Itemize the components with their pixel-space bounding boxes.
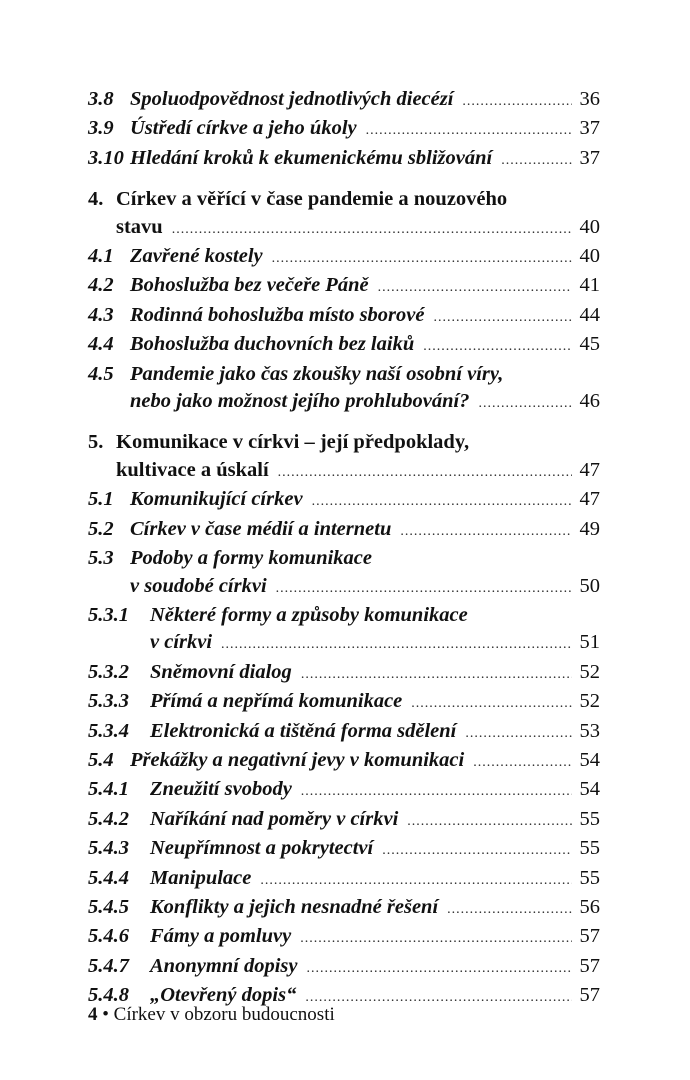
toc-entry: [88, 361, 600, 418]
leader-dots: [301, 778, 572, 805]
toc-entry: [88, 186, 600, 243]
toc-entry-title-continuation: kultivace a úskalí: [116, 458, 269, 481]
leader-dots: [307, 955, 572, 982]
toc-entry-title: Církev v čase médií a internetu: [130, 517, 392, 540]
toc-page-number: 37: [579, 146, 600, 169]
toc-entry-number: 5.4.6: [88, 925, 129, 948]
toc-entry-number: 5.4.3: [88, 837, 129, 860]
toc-entry-number: 3.8: [88, 88, 114, 110]
toc-line: [88, 145, 600, 174]
toc-entry: [88, 747, 600, 776]
toc-page-number: 47: [579, 458, 600, 481]
toc-entry-title: Komunikace v církvi – její předpoklady,: [116, 431, 470, 454]
leader-dots: [400, 518, 571, 545]
toc-line-continuation: [88, 457, 600, 486]
toc-entry-title: Zneužití svobody: [150, 778, 292, 801]
toc-page-number: 40: [579, 245, 600, 268]
toc-entry: [88, 953, 600, 982]
leader-dots: [478, 390, 571, 417]
leader-dots: [447, 896, 571, 923]
toc-line: [88, 835, 600, 864]
toc-line: [88, 776, 600, 805]
toc-entry-number: 4.4: [88, 333, 114, 356]
toc-entry: [88, 835, 600, 864]
toc-entry: [88, 86, 600, 115]
toc-entry-number: 5.3.4: [88, 719, 129, 742]
toc-page-number: 55: [579, 807, 600, 830]
toc-entry-title: Bohoslužba duchovních bez laiků: [130, 333, 415, 356]
leader-dots: [366, 117, 572, 144]
toc-entry-title: Překážky a negativní jevy v komunikaci: [130, 748, 465, 771]
toc-line: [88, 361, 600, 388]
toc-page-number: 55: [579, 837, 600, 860]
toc-entry-number: 4.5: [88, 362, 114, 385]
toc-line: [88, 894, 600, 923]
toc-entry-number: 5.4.4: [88, 866, 129, 889]
toc-entry-title: Pandemie jako čas zkoušky naší osobní víry,: [130, 362, 504, 385]
toc-page-number: 57: [579, 984, 600, 1007]
toc-line: [88, 516, 600, 545]
toc-page-number: 49: [579, 517, 600, 540]
toc-entry-title-continuation: stavu: [116, 215, 163, 238]
leader-dots: [260, 867, 571, 894]
toc-entry: [88, 806, 600, 835]
toc-line-continuation: [88, 214, 600, 243]
toc-entry: [88, 429, 600, 486]
toc-line: [88, 747, 600, 776]
toc-page-number: 45: [579, 333, 600, 356]
leader-dots: [278, 459, 572, 486]
toc-entry: [88, 145, 600, 174]
leader-dots: [411, 690, 571, 717]
leader-dots: [378, 274, 572, 301]
toc-entry-title-continuation: v církvi: [150, 631, 213, 654]
toc-line-continuation: [88, 629, 600, 658]
toc-line: [88, 243, 600, 272]
toc-entry-title: Zavřené kostely: [130, 245, 263, 268]
toc-entry: [88, 331, 600, 360]
toc-entry: [88, 688, 600, 717]
toc-entry-title-continuation: v soudobé církvi: [130, 574, 267, 597]
toc-entry: [88, 659, 600, 688]
toc-entry-title: „Otevřený dopis“: [150, 984, 297, 1007]
toc-entry: [88, 243, 600, 272]
leader-dots: [276, 575, 572, 602]
leader-dots: [423, 333, 571, 360]
leader-dots: [407, 808, 571, 835]
leader-dots: [462, 88, 571, 115]
leader-dots: [300, 925, 571, 952]
toc-line: [88, 302, 600, 331]
toc-line: [88, 186, 600, 213]
toc-page-number: 54: [579, 748, 600, 771]
toc-page-number: 57: [579, 925, 600, 948]
toc-entry-number: 4.2: [88, 274, 114, 297]
toc-entry: [88, 718, 600, 747]
toc-entry-number: 5.: [88, 431, 104, 454]
toc-page-number: 54: [579, 778, 600, 801]
toc-page-number: 40: [579, 215, 600, 238]
leader-dots: [312, 488, 572, 515]
toc-line: [88, 545, 600, 572]
toc-entry-title-continuation: nebo jako možnost jejího prohlubování?: [130, 390, 470, 413]
toc-entry-number: 3.10: [88, 146, 124, 169]
toc-line: [88, 486, 600, 515]
leader-dots: [172, 216, 572, 243]
table-of-contents: [88, 86, 600, 1012]
toc-page-number: 41: [579, 274, 600, 297]
toc-page-number: 52: [579, 690, 600, 713]
toc-line: [88, 86, 600, 115]
toc-entry-title: Fámy a pomluvy: [150, 925, 292, 948]
toc-entry-number: 5.4.7: [88, 954, 129, 977]
toc-line: [88, 272, 600, 301]
toc-entry-number: 5.2: [88, 517, 114, 540]
toc-entry-number: 4.: [88, 188, 104, 211]
toc-entry-number: 5.3.1: [88, 603, 129, 626]
leader-dots: [305, 984, 571, 1011]
footer-page-number: 4: [88, 1004, 98, 1025]
page-footer: [88, 1004, 335, 1026]
leader-dots: [465, 720, 571, 747]
toc-entry: [88, 516, 600, 545]
toc-line-continuation: [88, 388, 600, 417]
toc-entry-number: 5.3: [88, 547, 114, 570]
toc-page-number: 36: [579, 88, 600, 110]
toc-line: [88, 718, 600, 747]
toc-page-number: 50: [579, 574, 600, 597]
toc-line: [88, 806, 600, 835]
toc-page-number: 47: [579, 488, 600, 511]
toc-page-number: 56: [579, 895, 600, 918]
toc-line: [88, 953, 600, 982]
leader-dots: [272, 245, 572, 272]
toc-entry: [88, 894, 600, 923]
toc-entry-number: 4.1: [88, 245, 114, 268]
toc-entry: [88, 923, 600, 952]
toc-entry: [88, 486, 600, 515]
toc-entry-number: 5.4.2: [88, 807, 129, 830]
leader-dots: [501, 147, 571, 174]
toc-page-number: 57: [579, 954, 600, 977]
toc-line: [88, 659, 600, 688]
leader-dots: [382, 837, 571, 864]
toc-entry-title: Elektronická a tištěná forma sdělení: [150, 719, 457, 742]
toc-entry-title: Podoby a formy komunikace: [130, 547, 372, 570]
toc-line: [88, 331, 600, 360]
toc-line: [88, 115, 600, 144]
toc-entry-title: Neupřímnost a pokrytectví: [150, 837, 374, 860]
toc-entry: [88, 272, 600, 301]
toc-entry: [88, 602, 600, 659]
toc-entry-title: Církev a věřící v čase pandemie a nouzového: [116, 188, 508, 211]
footer-separator: •: [102, 1004, 109, 1025]
toc-line: [88, 602, 600, 629]
toc-entry-title: Spoluodpovědnost jednotlivých diecézí: [130, 88, 454, 110]
toc-entry-title: Sněmovní dialog: [150, 660, 292, 683]
toc-entry-title: Přímá a nepřímá komunikace: [150, 690, 403, 713]
toc-entry-number: 5.4.5: [88, 895, 129, 918]
toc-entry-title: Naříkání nad poměry v církvi: [150, 807, 399, 830]
footer-book-title: Církev v obzoru budoucnosti: [113, 1004, 335, 1025]
toc-page-number: 51: [579, 631, 600, 654]
leader-dots: [473, 749, 571, 776]
toc-entry-number: 4.3: [88, 303, 114, 326]
leader-dots: [221, 631, 571, 658]
toc-entry-title: Anonymní dopisy: [150, 954, 298, 977]
toc-entry: [88, 302, 600, 331]
toc-entry-title: Manipulace: [150, 866, 252, 889]
toc-entry: [88, 865, 600, 894]
toc-entry-number: 5.4.1: [88, 778, 129, 801]
toc-line-continuation: [88, 573, 600, 602]
toc-entry-number: 5.1: [88, 488, 114, 511]
leader-dots: [301, 661, 572, 688]
toc-entry-title: Některé formy a způsoby komunikace: [150, 603, 468, 626]
toc-entry-number: 5.3.2: [88, 660, 129, 683]
toc-page-number: 52: [579, 660, 600, 683]
toc-entry: [88, 115, 600, 144]
toc-page-number: 44: [579, 303, 600, 326]
toc-page-number: 37: [579, 117, 600, 140]
toc-line: [88, 865, 600, 894]
toc-line: [88, 923, 600, 952]
toc-entry: [88, 776, 600, 805]
toc-page-number: 46: [579, 390, 600, 413]
toc-entry-number: 3.9: [88, 117, 114, 140]
toc-entry-title: Konflikty a jejich nesnadné řešení: [150, 895, 439, 918]
toc-line: [88, 688, 600, 717]
toc-entry-title: Hledání kroků k ekumenickému sbližování: [130, 146, 493, 169]
toc-entry-number: 5.4.8: [88, 984, 129, 1007]
toc-line: [88, 429, 600, 456]
leader-dots: [433, 304, 571, 331]
toc-entry-title: Komunikující církev: [130, 488, 303, 511]
toc-entry: [88, 545, 600, 602]
toc-entry-number: 5.4: [88, 748, 114, 771]
toc-entry-title: Rodinná bohoslužba místo sborové: [130, 303, 425, 326]
toc-entry-title: Ústředí církve a jeho úkoly: [130, 117, 357, 140]
toc-page-number: 53: [579, 719, 600, 742]
toc-entry-number: 5.3.3: [88, 690, 129, 713]
toc-page-number: 55: [579, 866, 600, 889]
toc-entry-title: Bohoslužba bez večeře Páně: [130, 274, 369, 297]
